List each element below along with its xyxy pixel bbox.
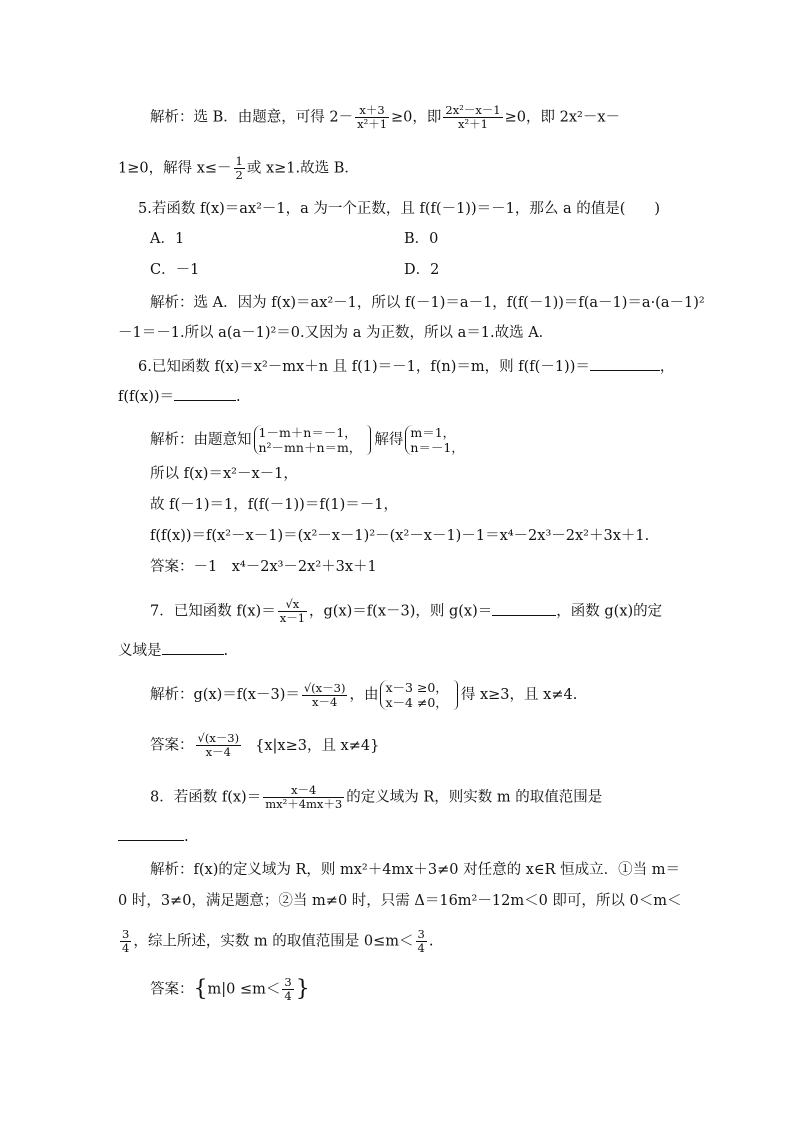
brace: [453, 680, 458, 710]
text: 6.已知函数 f(x)＝x²－mx＋n 且 f(1)＝－1，f(n)＝m，则 f(f(－1))＝: [138, 359, 590, 375]
text: .: [428, 933, 434, 950]
text: 答案：: [150, 981, 194, 998]
solution-line: [150, 104, 620, 131]
text: ≥0，即 2x²－x－: [504, 109, 621, 126]
fraction: $\frac{√(x-3)}{x-4}$: [197, 731, 240, 759]
option-d: D．2: [404, 262, 440, 278]
text: 8．若函数 f(x)＝: [150, 789, 262, 806]
fraction: $\frac{3}{4}$: [417, 927, 425, 955]
solution-line: －1＝－1.所以 a(a－1)²＝0.又因为 a 为正数，所以 a＝1.故选 A．: [118, 325, 554, 341]
text: 解析：由题意知: [150, 432, 252, 448]
brace-open: {: [193, 976, 208, 1002]
solution-line: f(f(x))＝f(x²－x－1)＝(x²－x－1)²－(x²－x－1)－1＝x⁴－2x³－2x²＋3x＋1.: [150, 528, 650, 544]
question-8-stem-line2: [118, 826, 189, 847]
option-c: C．－1: [150, 262, 200, 278]
text: 7．已知函数 f(x)＝: [150, 603, 276, 620]
solution-line: 故 f(－1)＝1，f(f(－1))＝f(1)＝－1，: [150, 497, 398, 513]
fraction: $\frac{√x}{x-1}$: [279, 597, 306, 625]
answer-blank: [492, 601, 556, 616]
text: ，g(x)＝f(x－3)，则 g(x)＝: [309, 603, 493, 620]
option-a: A．1: [150, 231, 185, 247]
text: 解得: [374, 432, 404, 448]
answer-line: 答案：－1 x⁴－2x³－2x²＋3x＋1: [150, 559, 377, 575]
solution-line: 0 时，3≠0，满足题意；②当 m≠0 时，只需 Δ＝16m²－12m＜0 即可，所以 0＜m＜: [118, 893, 682, 909]
inequality-system: x－3 ≥0， x－4 ≠0，: [380, 680, 450, 710]
text: .: [236, 389, 241, 405]
fraction: $\frac{x+3}{\text{x²＋1}}$: [357, 103, 388, 131]
solution-line: 解析：f(x)的定义域为 R，则 mx²＋4mx＋3≠0 对任意的 x∈R 恒成立．①当 m＝: [150, 862, 680, 878]
fraction: $\frac{1}{2}$: [235, 154, 243, 182]
fraction: $\frac{x-4}{\text{mx²＋4mx＋3}}$: [265, 783, 343, 811]
text: ，: [659, 359, 675, 375]
answer-blank: [162, 640, 224, 655]
solution-line: [150, 680, 577, 710]
text: ，由: [349, 687, 379, 703]
brace: [366, 425, 371, 455]
text: 得 x≥3，且 x≠4.: [460, 687, 578, 703]
answer-blank: [174, 386, 236, 401]
solution-line: 所以 f(x)＝x²－x－1，: [150, 466, 298, 482]
text: 解析：选 B．由题意，可得 2－: [150, 109, 354, 126]
text: 的定义域为 R，则实数 m 的取值范围是: [346, 789, 603, 806]
answer-line: [150, 732, 379, 759]
question-8-stem: [150, 784, 602, 811]
text: ，综上所述，实数 m 的取值范围是 0≤m＜: [133, 933, 414, 950]
answer-blank: [118, 826, 184, 841]
fraction: $\frac{√(x-3)}{x-4}$: [303, 680, 346, 709]
brace-close: }: [295, 976, 310, 1002]
text: .: [184, 829, 189, 845]
text: m|0 ≤m＜: [207, 981, 281, 998]
fraction: $\frac{3}{4}$: [122, 927, 130, 955]
text: ，函数 g(x)的定: [556, 603, 663, 620]
equation-system: 1－m＋n＝－1， n²－mn＋n＝m，: [254, 425, 365, 455]
fraction: $\frac{\text{2x²－x－1}}{\text{x²＋1}}$: [445, 103, 501, 131]
question-5-stem: 5.若函数 f(x)＝ax²－1，a 为一个正数，且 f(f(－1))＝－1，那么 a 的值是( ): [138, 201, 661, 217]
text: .: [223, 643, 229, 659]
question-7-stem: [150, 598, 662, 625]
text: {x|x≥3，且 x≠4}: [255, 737, 380, 754]
fraction: $\frac{3}{4}$: [284, 975, 292, 1003]
solution-line: [150, 425, 469, 455]
option-b: B．0: [404, 231, 439, 247]
text: 或 x≥1.故选 B．: [246, 160, 359, 177]
text: f(f(x))＝: [118, 389, 175, 405]
text: 解析：g(x)＝f(x－3)＝: [150, 687, 300, 703]
question-7-stem-line2: [118, 640, 228, 661]
solution-line: [118, 155, 359, 182]
text: 1≥0，解得 x≤－: [118, 160, 232, 177]
equation-system: m＝1， n＝－1，: [405, 425, 467, 455]
text: ≥0，即: [391, 109, 442, 126]
answer-blank: [590, 356, 660, 371]
question-6-stem: [138, 356, 674, 377]
solution-line: [118, 928, 433, 955]
answer-line: [150, 976, 310, 1003]
solution-line: 解析：选 A．因为 f(x)＝ax²－1，所以 f(－1)＝a－1，f(f(－1))＝f(a－1)＝a·(a－1)²: [150, 295, 705, 311]
text: 义域是: [118, 643, 162, 659]
text: 答案：: [150, 737, 194, 754]
question-6-stem-line2: [118, 386, 241, 407]
